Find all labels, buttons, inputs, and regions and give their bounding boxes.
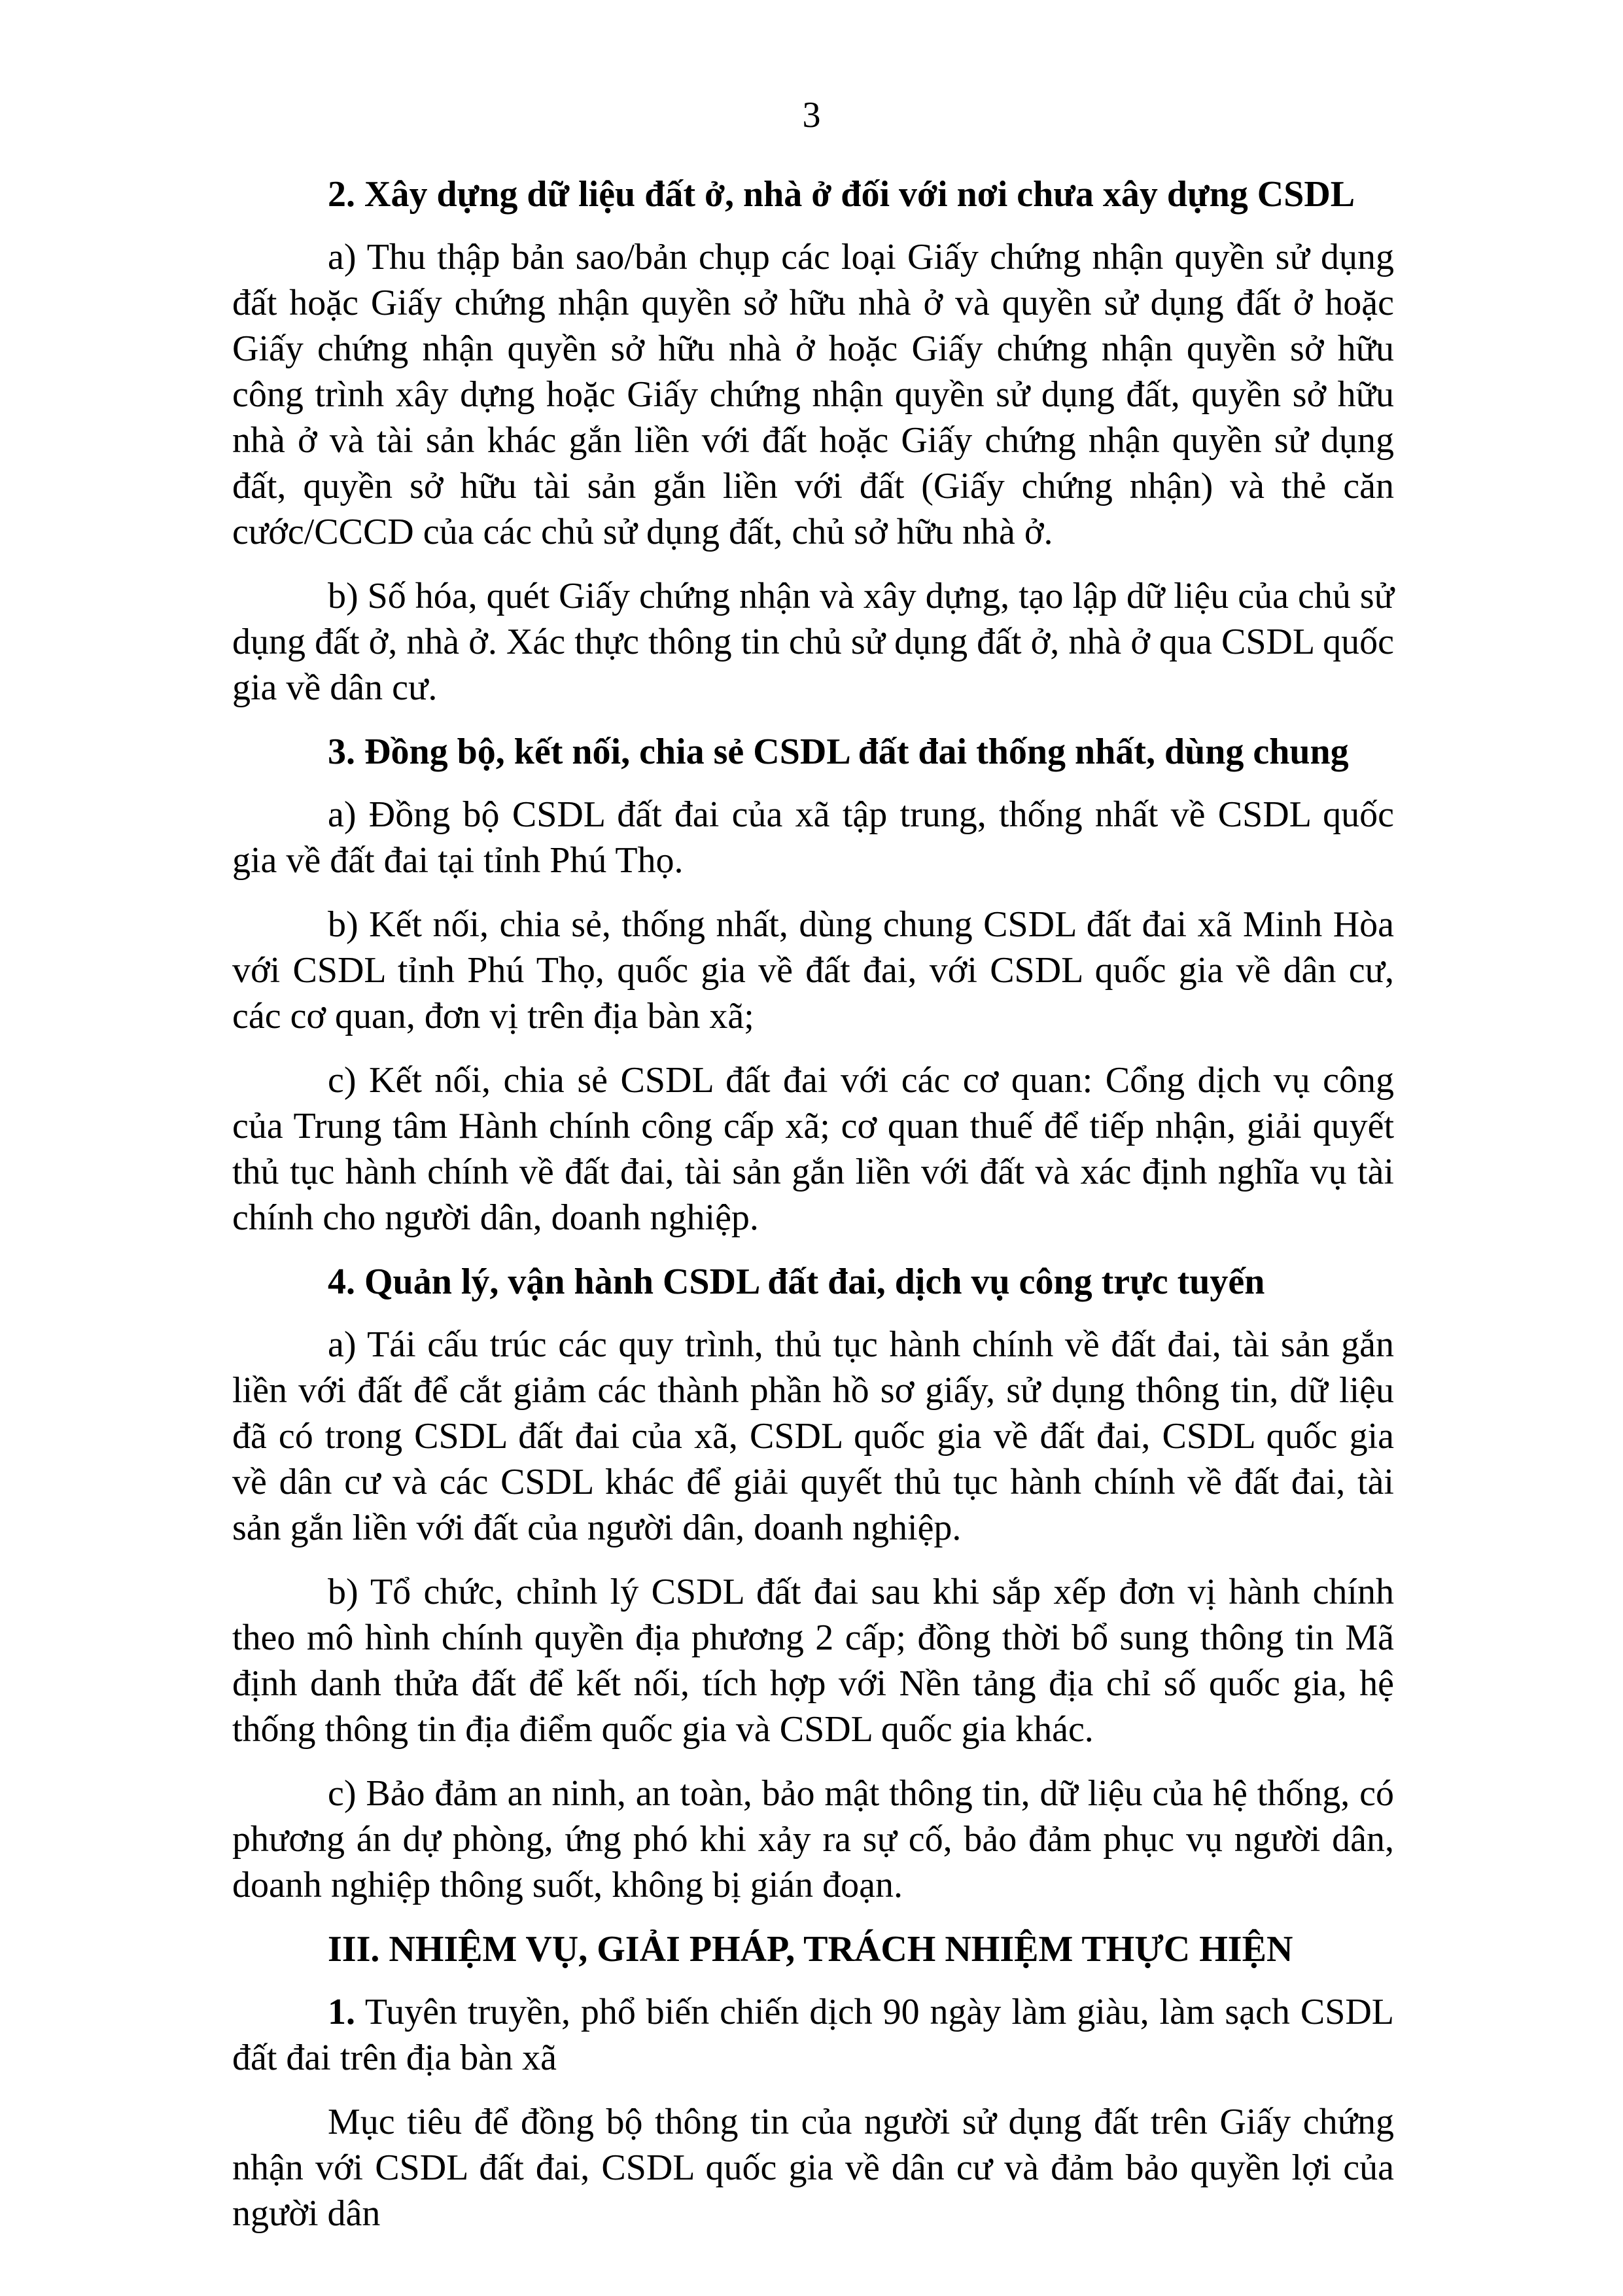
section-III-heading: III. NHIỆM VỤ, GIẢI PHÁP, TRÁCH NHIỆM THỰC HIỆN bbox=[328, 1929, 1293, 1969]
section-2-item-a: a) Thu thập bản sao/bản chụp các loại Giấy chứng nhận quyền sử dụng đất hoặc Giấy chứng nhận quyền sở hữu nhà ở và quyền sử dụng đất ở hoặc Giấy chứng nhận quyền sở hữu nhà ở hoặc Giấy chứng nhận quyền sở hữu công trình xây dựng hoặc Giấy chứng nhận quyền sử dụng đất, quyền sở hữu nhà ở và tài sản khác gắn liền với đất hoặc Giấy chứng nhận quyền sử dụng đất, quyền sở hữu tài sản gắn liền với đất (Giấy chứng nhận) và thẻ căn cước/CCCD của các chủ sử dụng đất, chủ sở hữu nhà ở. bbox=[232, 237, 1394, 552]
section-III-item-1-text: Tuyên truyền, phổ biến chiến dịch 90 ngày làm giàu, làm sạch CSDL đất đai trên địa bàn xã bbox=[232, 1992, 1394, 2078]
section-2-item-b: b) Số hóa, quét Giấy chứng nhận và xây dựng, tạo lập dữ liệu của chủ sử dụng đất ở, nhà ở. Xác thực thông tin chủ sử dụng đất ở, nhà ở qua CSDL quốc gia về dân cư. bbox=[232, 576, 1394, 708]
document-body bbox=[232, 171, 1394, 2236]
section-III-item-1 bbox=[232, 1989, 1394, 2081]
section-2-heading: 2. Xây dựng dữ liệu đất ở, nhà ở đối với nơi chưa xây dựng CSDL bbox=[328, 174, 1355, 215]
section-3-item-b: b) Kết nối, chia sẻ, thống nhất, dùng chung CSDL đất đai xã Minh Hòa với CSDL tỉnh Phú Thọ, quốc gia về đất đai, với CSDL quốc gia về dân cư, các cơ quan, đơn vị trên địa bàn xã; bbox=[232, 904, 1394, 1036]
section-3-heading: 3. Đồng bộ, kết nối, chia sẻ CSDL đất đai thống nhất, dùng chung bbox=[328, 732, 1349, 772]
section-III-paragraph: Mục tiêu để đồng bộ thông tin của người sử dụng đất trên Giấy chứng nhận với CSDL đất đai, CSDL quốc gia về dân cư và đảm bảo quyền lợi của người dân bbox=[232, 2102, 1394, 2234]
section-4-heading: 4. Quản lý, vận hành CSDL đất đai, dịch vụ công trực tuyến bbox=[328, 1262, 1265, 1302]
page-number: 3 bbox=[802, 95, 821, 135]
section-3-item-a: a) Đồng bộ CSDL đất đai của xã tập trung, thống nhất về CSDL quốc gia về đất đai tại tỉnh Phú Thọ. bbox=[232, 794, 1394, 881]
section-III-item-1-number: 1. bbox=[328, 1992, 355, 2032]
section-3-item-c: c) Kết nối, chia sẻ CSDL đất đai với các cơ quan: Cổng dịch vụ công của Trung tâm Hành chính công cấp xã; cơ quan thuế để tiếp nhận, giải quyết thủ tục hành chính về đất đai, tài sản gắn liền với đất và xác định nghĩa vụ tài chính cho người dân, doanh nghiệp. bbox=[232, 1060, 1394, 1238]
section-4-item-a: a) Tái cấu trúc các quy trình, thủ tục hành chính về đất đai, tài sản gắn liền với đất để cắt giảm các thành phần hồ sơ giấy, sử dụng thông tin, dữ liệu đã có trong CSDL đất đai của xã, CSDL quốc gia về đất đai, CSDL quốc gia về dân cư và các CSDL khác để giải quyết thủ tục hành chính về đất đai, tài sản gắn liền với đất của người dân, doanh nghiệp. bbox=[232, 1324, 1394, 1548]
section-4-item-c: c) Bảo đảm an ninh, an toàn, bảo mật thông tin, dữ liệu của hệ thống, có phương án dự phòng, ứng phó khi xảy ra sự cố, bảo đảm phục vụ người dân, doanh nghiệp thông suốt, không bị gián đoạn. bbox=[232, 1773, 1394, 1905]
section-4-item-b: b) Tổ chức, chỉnh lý CSDL đất đai sau khi sắp xếp đơn vị hành chính theo mô hình chính quyền địa phương 2 cấp; đồng thời bổ sung thông tin Mã định danh thửa đất để kết nối, tích hợp với Nền tảng địa chỉ số quốc gia, hệ thống thông tin địa điểm quốc gia và CSDL quốc gia khác. bbox=[232, 1572, 1394, 1750]
